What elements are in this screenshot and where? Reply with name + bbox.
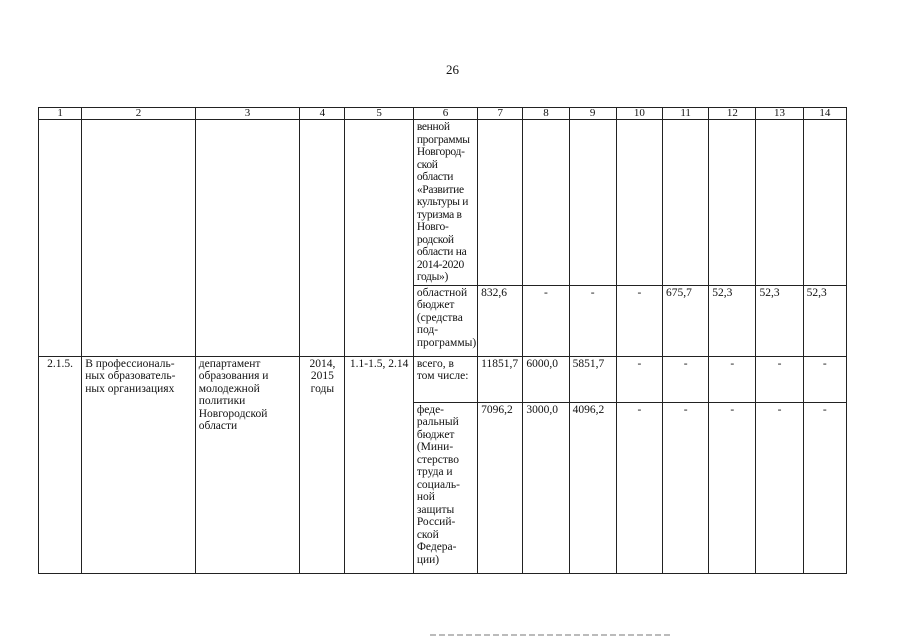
- column-number: 6: [413, 108, 477, 120]
- value-cell: 52,3: [756, 285, 803, 356]
- empty-cell: [663, 120, 709, 286]
- empty-cell: [39, 120, 82, 357]
- empty-cell: [803, 120, 846, 286]
- empty-cell: [756, 120, 803, 286]
- empty-cell: [709, 120, 756, 286]
- value-cell: -: [803, 356, 846, 402]
- column-number: 13: [756, 108, 803, 120]
- value-cell: 675,7: [663, 285, 709, 356]
- value-cell: 52,3: [803, 285, 846, 356]
- empty-cell: [195, 120, 300, 357]
- column-number: 3: [195, 108, 300, 120]
- value-cell: 832,6: [478, 285, 523, 356]
- column-number-row: [39, 108, 847, 120]
- value-cell: -: [709, 356, 756, 402]
- value-cell: 11851,7: [478, 356, 523, 402]
- empty-cell: [523, 120, 569, 286]
- value-cell: -: [616, 402, 662, 573]
- years-cell: 2014, 2015 годы: [300, 356, 345, 573]
- empty-cell: [569, 120, 616, 286]
- value-cell: -: [663, 402, 709, 573]
- empty-cell: [616, 120, 662, 286]
- source-cell: венной программы Новгород-ской области «Развитие культуры и туризма в Новго-родской области на 2014-2020 годы»): [413, 120, 477, 286]
- value-cell: -: [523, 285, 569, 356]
- value-cell: -: [756, 402, 803, 573]
- column-number: 10: [616, 108, 662, 120]
- value-cell: 52,3: [709, 285, 756, 356]
- budget-table: [38, 107, 847, 574]
- value-cell: 4096,2: [569, 402, 616, 573]
- value-cell: -: [756, 356, 803, 402]
- item-name: В профессиональ-ных образователь-ных организациях: [82, 356, 196, 573]
- value-cell: -: [663, 356, 709, 402]
- table-row: [39, 120, 847, 286]
- page-number: 26: [446, 62, 459, 77]
- empty-cell: [478, 120, 523, 286]
- empty-cell: [345, 120, 413, 357]
- source-cell: областной бюджет (средства под-программы): [413, 285, 477, 356]
- item-number: 2.1.5.: [39, 356, 82, 573]
- value-cell: 3000,0: [523, 402, 569, 573]
- column-number: 11: [663, 108, 709, 120]
- value-cell: -: [616, 356, 662, 402]
- scan-artifact: [430, 634, 670, 636]
- value-cell: 5851,7: [569, 356, 616, 402]
- column-number: 9: [569, 108, 616, 120]
- column-number: 14: [803, 108, 846, 120]
- source-cell: феде-ральный бюджет (Мини-стерство труда и социаль-ной защиты Россий-ской Федера-ции): [413, 402, 477, 573]
- value-cell: 7096,2: [478, 402, 523, 573]
- empty-cell: [82, 120, 196, 357]
- column-number: 5: [345, 108, 413, 120]
- value-cell: -: [709, 402, 756, 573]
- value-cell: 6000,0: [523, 356, 569, 402]
- column-number: 8: [523, 108, 569, 120]
- empty-cell: [300, 120, 345, 357]
- source-cell: всего, в том числе:: [413, 356, 477, 402]
- column-number: 12: [709, 108, 756, 120]
- column-number: 4: [300, 108, 345, 120]
- table-row: [39, 356, 847, 402]
- column-number: 1: [39, 108, 82, 120]
- value-cell: -: [616, 285, 662, 356]
- value-cell: -: [569, 285, 616, 356]
- executor-cell: департамент образования и молодежной политики Новгородской области: [195, 356, 300, 573]
- value-cell: -: [803, 402, 846, 573]
- indicators-cell: 1.1-1.5, 2.14: [345, 356, 413, 573]
- column-number: 2: [82, 108, 196, 120]
- column-number: 7: [478, 108, 523, 120]
